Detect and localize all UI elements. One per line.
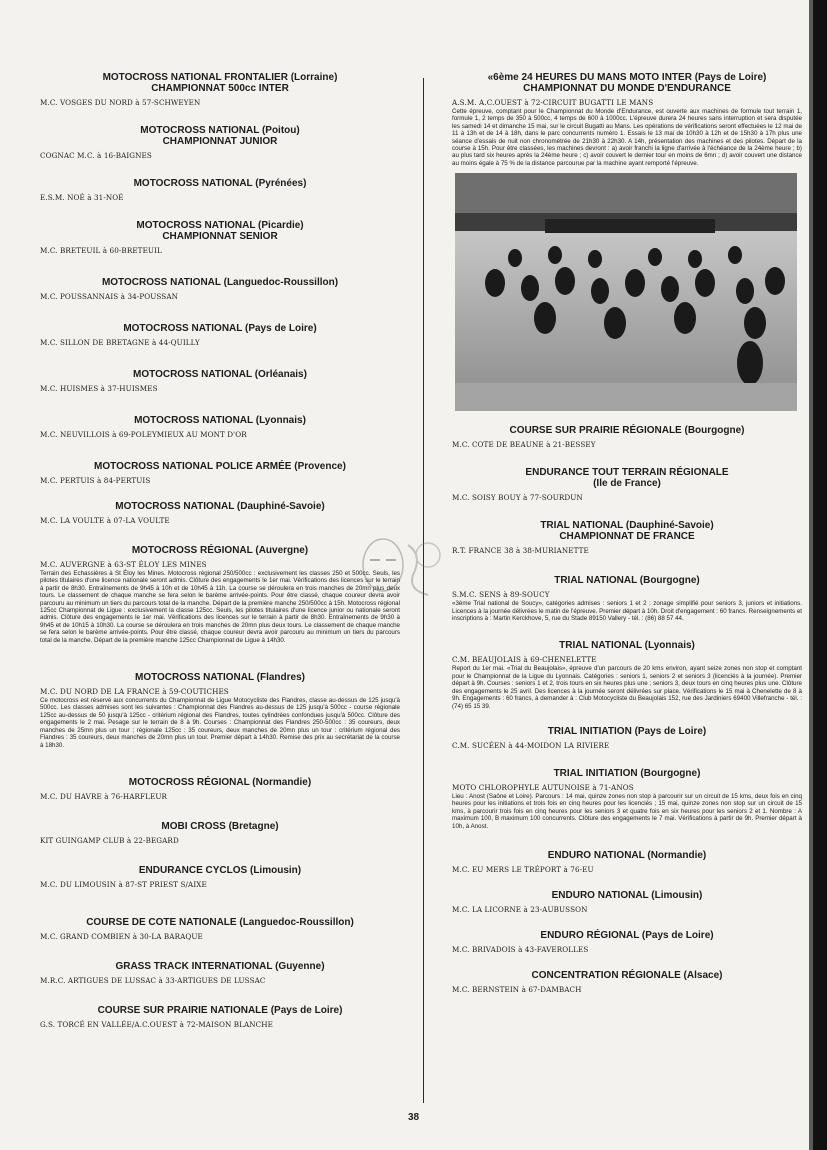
event-title: MOTOCROSS NATIONAL (Flandres) xyxy=(134,672,305,684)
event-title: COURSE SUR PRAIRIE NATIONALE (Pays de Loire) xyxy=(97,1004,343,1016)
event-entry-endurance-tout-terrain-regionale xyxy=(452,467,802,502)
event-title: MOTOCROSS RÉGIONAL (Normandie) xyxy=(128,776,312,788)
event-subtitle: CHAMPIONNAT DE FRANCE xyxy=(559,531,695,543)
organizer-location: KIT GUINGAMP CLUB à 22-BEGARD xyxy=(40,835,179,845)
event-title: TRIAL NATIONAL (Bourgogne) xyxy=(554,575,700,587)
event-title: MOTOCROSS NATIONAL (Picardie) xyxy=(136,220,304,231)
organizer-location: M.C. DU LIMOUSIN à 87-ST PRIEST S/AIXE xyxy=(40,879,207,889)
organizer-location: M.C. COTE DE BEAUNE à 21-BESSEY xyxy=(452,440,596,450)
event-title: MOTOCROSS NATIONAL POLICE ARMÉE (Provence) xyxy=(94,461,346,472)
organizer-location: M.C. SILLON DE BRETAGNE à 44-QUILLY xyxy=(40,338,200,347)
event-entry-motocross-national-pays-de-loire xyxy=(40,323,400,347)
event-title: MOTOCROSS NATIONAL (Pyrénées) xyxy=(133,178,307,189)
organizer-location: C.M. BEAUJOLAIS à 69-CHENELETTE xyxy=(452,655,597,665)
organizer-location: A.S.M. A.C.OUEST à 72-CIRCUIT BUGATTI LE MANS xyxy=(452,98,654,107)
event-description: Lieu : Anost (Saône et Loire). Parcours : 14 mai, quinze zones non stop à parcourir sur un circuit de 15 kms, deux fois en cinq heures pour les initiations et trois fois en cinq heures pour les licenciés ; 15 mai, quinze zones non stop sur un circuit de 15 kms, à parcourir trois fois en cinq heures pour les seniors 3 et quatre fois en six heures pour les seniors 2 et 1. Nombre : A maximum 100, B maximum 100 concurrents. Clôture des engagements le 7 mai. Vérifications à partir de 9h. Premier départ à 10h, à Anost. xyxy=(452,792,802,830)
event-title: MOTOCROSS NATIONAL (Lyonnais) xyxy=(134,415,306,426)
event-title: MOTOCROSS NATIONAL (Orléanais) xyxy=(133,369,307,380)
event-entry-motocross-national-orleanais xyxy=(40,369,400,393)
race-photo xyxy=(455,173,797,411)
event-title: TRIAL NATIONAL (Lyonnais) xyxy=(559,640,695,652)
event-entry-mobi-cross-bretagne xyxy=(40,821,400,845)
event-entry-motocross-national-flandres xyxy=(40,672,400,749)
event-entry-course-sur-prairie-regionale-bourgogne xyxy=(452,425,802,449)
organizer-location: MOTO CHLOROPHYLE AUTUNOISE à 71-ANOS xyxy=(452,782,634,792)
organizer-location: M.C. EU MERS LE TRÉPORT à 76-EU xyxy=(452,864,594,874)
event-entry-course-de-cote-nationale-languedoc-rouss xyxy=(40,917,400,941)
organizer-location: M.C. BERNSTEIN à 67-DAMBACH xyxy=(452,984,582,994)
event-subtitle: CHAMPIONNAT JUNIOR xyxy=(162,136,278,147)
event-entry-enduro-national-limousin xyxy=(452,890,802,914)
event-entry-endurance-cyclos-limousin xyxy=(40,865,400,889)
event-title: MOTOCROSS NATIONAL (Languedoc-Roussillon) xyxy=(101,277,339,288)
event-entry-enduro-national-normandie xyxy=(452,850,802,874)
organizer-location: M.C. BRETEUIL à 60-BRETEUIL xyxy=(40,246,162,255)
organizer-location: M.C. LA LICORNE à 23-AUBUSSON xyxy=(452,904,588,914)
organizer-location: COGNAC M.C. à 16-BAIGNES xyxy=(40,151,152,160)
event-entry-motocross-national-pyrenees xyxy=(40,178,400,202)
event-title: TRIAL NATIONAL (Dauphiné-Savoie) xyxy=(540,520,714,532)
organizer-location: M.C. NEUVILLOIS à 69-POLEYMIEUX AU MONT D'OR xyxy=(40,430,247,439)
organizer-location: M.C. DU NORD DE LA FRANCE à 59-COUTICHES xyxy=(40,687,229,697)
event-title: MOTOCROSS NATIONAL FRONTALIER (Lorraine) xyxy=(102,72,338,83)
event-title: COURSE SUR PRAIRIE RÉGIONALE (Bourgogne) xyxy=(509,425,745,437)
event-title: ENDURO NATIONAL (Limousin) xyxy=(551,889,703,901)
event-title: GRASS TRACK INTERNATIONAL (Guyenne) xyxy=(115,960,325,972)
organizer-location: M.C. BRIVADOIS à 43-FAVEROLLES xyxy=(452,944,589,954)
event-entry-grass-track-international-guyenne xyxy=(40,961,400,985)
event-entry-enduro-regional-pays-de-loire xyxy=(452,930,802,954)
organizer-location: E.S.M. NOÉ à 31-NOÉ xyxy=(40,193,124,202)
organizer-location: R.T. FRANCE 38 à 38-MURIANETTE xyxy=(452,546,589,556)
event-entry-6eme-24-heures-du-mans-moto-inter-pays-d xyxy=(452,72,802,411)
event-entry-concentration-regionale-alsace xyxy=(452,970,802,994)
organizer-location: M.C. SOISY BOUY à 77-SOURDUN xyxy=(452,493,583,503)
event-entry-trial-initiation-pays-de-loire xyxy=(452,726,802,750)
event-entry-motocross-national-poitou xyxy=(40,125,400,160)
event-description: «3ème Trial national de Soucy», catégories admises : seniors 1 et 2 ; zonage simplifié pour seniors 3, juniors et initiations. Licences à la journée délivrées le matin de l'épreuve. Premier départ à 10h. Droit d'engagement : 60 francs. Renseignements et inscriptions à : Martin Kerckhove, 5, rue du Stade 89150 Vallery - tél. : (86) 88 57 44. xyxy=(452,600,802,623)
organizer-location: M.C. GRAND COMBIEN à 30-LA BARAQUE xyxy=(40,931,203,941)
page-number: 38 xyxy=(407,1112,420,1123)
event-title: «6ème 24 HEURES DU MANS MOTO INTER (Pays de Loire) xyxy=(487,72,767,83)
event-title: TRIAL INITIATION (Bourgogne) xyxy=(553,767,701,779)
event-title: MOBI CROSS (Bretagne) xyxy=(161,820,279,832)
event-description: Report du 1er mai. «Trial du Beaujolais», épreuve d'un parcours de 20 kms environ, ayant seize zones non stop et comptant pour le Championnat de la Ligue du Lyonnais. Catégories : seniors 1, seniors 2 et seniors 3 (licenciés à la journée). Premier départ à 9h. Courses : seniors 1 et 2, trois tours en six heures plus une ; seniors 3, deux tours en cinq heures plus une. Clôture des engagements le 25 avril. Des licences à la journée seront délivrées sur place. Vérifications le 15 mai à Chenelette de 8 à 9h. Engagements : 60 francs, à demander à : Club Motocycliste du Beaujolais 152, rue des Jardiniers 69400 Villefranche - tél. : (74) 65 15 39. xyxy=(452,665,802,710)
event-subtitle: CHAMPIONNAT 500cc INTER xyxy=(151,83,289,94)
event-title: MOTOCROSS NATIONAL (Dauphiné-Savoie) xyxy=(115,501,325,512)
event-title: ENDURO NATIONAL (Normandie) xyxy=(547,849,707,861)
event-title: MOTOCROSS RÉGIONAL (Auvergne) xyxy=(131,545,309,556)
page-edge xyxy=(813,0,827,1150)
watermark-portrait-icon xyxy=(348,525,448,605)
event-title: TRIAL INITIATION (Pays de Loire) xyxy=(547,725,707,737)
event-subtitle: (Ile de France) xyxy=(593,478,661,490)
organizer-location: M.R.C. ARTIGUES DE LUSSAC à 33-ARTIGUES DE LUSSAC xyxy=(40,975,266,985)
event-entry-motocross-regional-auvergne xyxy=(40,545,400,644)
event-entry-trial-national-dauphine-savoie xyxy=(452,520,802,555)
organizer-location: M.C. POUSSANNAIS à 34-POUSSAN xyxy=(40,292,179,301)
event-title: COURSE DE COTE NATIONALE (Languedoc-Roussillon) xyxy=(86,916,354,928)
organizer-location: M.C. DU HAVRE à 76-HARFLEUR xyxy=(40,791,167,801)
event-entry-motocross-national-languedoc-roussillon xyxy=(40,277,400,301)
organizer-location: M.C. LA VOULTE à 07-LA VOULTE xyxy=(40,516,170,525)
event-entry-motocross-national-dauphine-savoie xyxy=(40,501,400,525)
event-subtitle: CHAMPIONNAT SENIOR xyxy=(162,231,278,242)
event-entry-trial-national-lyonnais xyxy=(452,640,802,709)
event-entry-motocross-national-frontalier-lorraine xyxy=(40,72,400,107)
event-title: ENDURO RÉGIONAL (Pays de Loire) xyxy=(540,929,714,941)
event-description: Cette épreuve, comptant pour le Championnat du Monde d'Endurance, est ouverte aux machines de formule tout terrain 1, formule 1, 2 temps de 350 à 500cc, 4 temps de 600 à 1000cc. L'épreuve durera 24 heures sans interruption et sera disputée les samedi 14 et dimanche 15 mai, sur le circuit Bugatti au Mans. Les opérations de vérifications seront effectuées le 12 mai de 11 à 13h et de 14 à 18h, dans le parc concurrents numéro 1. Essais le 13 mai de 10h30 à 12h et de 15h30 à 17h plus une séance d'essais de nuit non chronométrée de 21h30 à 22h30. A 14h, présentation des machines et des pilotes. Départ de la course à 15h. Pour être classées, les machines devront : a) avoir franchi la ligne d'arrivée à l'échéance de la 24ème heure ; b) au plus tard six heures après la 24ème heure ; c) avoir couvert le dernier tour en moins de 6mn ; d) avoir couvert une distance au moins égale à 75 % de la distance parcourue par la machine ayant remporté l'épreuve. xyxy=(452,108,802,167)
event-subtitle: CHAMPIONNAT DU MONDE D'ENDURANCE xyxy=(523,83,731,94)
event-entry-motocross-national-police-armee-provence xyxy=(40,461,400,485)
right-column xyxy=(452,72,802,994)
left-column xyxy=(40,72,400,1029)
organizer-location: M.C. PERTUIS à 84-PERTUIS xyxy=(40,476,151,485)
event-description: Terrain des Echassières à St Éloy les Mines. Motocross régional 250/500cc : exclusivement les classes 250 et 500cc. Seuls, les pilotes titulaires d'une licence nationale seront admis. Clôture des engagements le 1er mai. Vérifications des licences sur le terrain à partir de 8h30. Entraînements de 9h45 à 10h et de 10h45 à 11h. La course se déroulera en trois manches de 20mn plus deux tours. Le classement de chaque manche se fera selon le barème arrivée-points. Pour être classé, chaque coureur devra avoir parcouru au minimum un tiers du parcours total de la manche. Départ de la première manche 250/500cc à 15h. Motocross régional 125cc Championnat de Ligue : exclusivement la classe 125cc. Seuls, les pilotes titulaires d'une licence junior ou nationale seront admis. Clôture des engagements le 1er mai. Vérifications des licences sur le terrain à partir de 8h30. Entraînements de 9h30 à 9h45 et de 10h15 à 10h30. La course se déroulera en trois manches de 20mn plus deux tours. Le classement de chaque manche se fera selon le barème arrivée-points. Pour être classé, chaque coureur devra avoir parcouru au minimum un tiers du parcours total de la manche. Départ de la première manche 125cc Championnat de Ligue à 14h30. xyxy=(40,570,400,644)
event-entry-trial-national-bourgogne xyxy=(452,575,802,622)
event-description: Ce motocross est réservé aux concurrents du Championnat de Ligue Motocycliste des Flandres, classe au-dessus de 125 jusqu'à 500cc. Les classes admises sont les suivantes : Championnat des Flandres au-dessus de 125 jusqu'à 500cc - course régionale 125cc au-dessus de 50 jusqu'à 125cc - critérium régional des Flandres, toutes cylindrées confondues jusqu'à 500cc. Clôture des engagements le 2 mai. Pesage sur le terrain de 8 à 9h. Courses : Championnat des Flandres 250-500cc : 35 coureurs, deux manches de 25mn plus un tour ; régionale 125cc : 35 coureurs, deux manches de 20mn plus un tour : critérium régional des Flandres : 35 coureurs, deux manches de 20mn plus un tour. Premier départ à 14h30. Remise des prix au secrétariat de la course à 18h30. xyxy=(40,697,400,749)
event-entry-motocross-regional-normandie xyxy=(40,777,400,801)
event-entry-trial-initiation-bourgogne xyxy=(452,768,802,830)
organizer-location: M.C. AUVERGNE à 63-ST ÉLOY LES MINES xyxy=(40,560,207,569)
event-title: MOTOCROSS NATIONAL (Pays de Loire) xyxy=(123,323,317,334)
organizer-location: G.S. TORCÉ EN VALLÉE/A.C.OUEST à 72-MAISON BLANCHE xyxy=(40,1019,273,1029)
organizer-location: M.C. VOSGES DU NORD à 57-SCHWEYEN xyxy=(40,98,201,107)
organizer-location: C.M. SUCÉEN à 44-MOIDON LA RIVIERE xyxy=(452,740,610,750)
organizer-location: M.C. HUISMES à 37-HUISMES xyxy=(40,384,158,393)
event-title: CONCENTRATION RÉGIONALE (Alsace) xyxy=(531,969,723,981)
event-title: MOTOCROSS NATIONAL (Poitou) xyxy=(140,125,300,136)
event-title: ENDURANCE CYCLOS (Limousin) xyxy=(138,864,302,876)
event-entry-motocross-national-lyonnais xyxy=(40,415,400,439)
race-start-photo xyxy=(455,173,797,411)
event-entry-motocross-national-picardie xyxy=(40,220,400,255)
event-title: ENDURANCE TOUT TERRAIN RÉGIONALE xyxy=(525,467,729,479)
event-entry-course-sur-prairie-nationale-pays-de-loi xyxy=(40,1005,400,1029)
organizer-location: S.M.C. SENS à 89-SOUCY xyxy=(452,590,550,600)
